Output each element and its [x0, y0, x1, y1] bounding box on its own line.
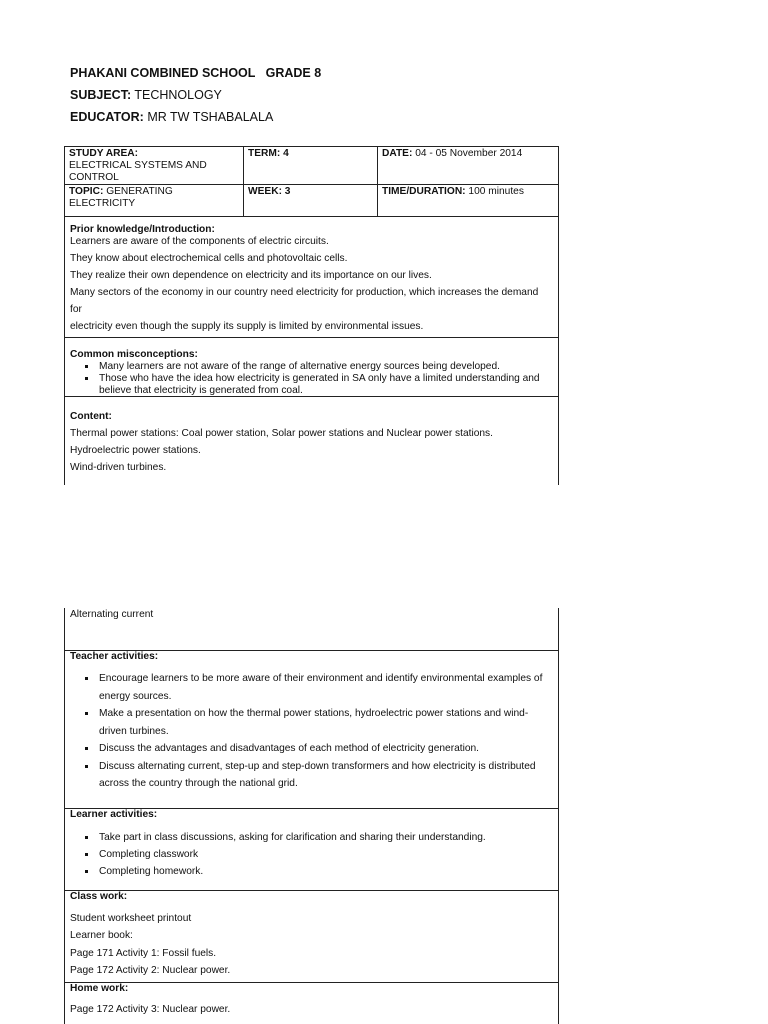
study-area-value: ELECTRICAL SYSTEMS AND CONTROL	[69, 160, 207, 183]
study-area-label: STUDY AREA:	[69, 148, 139, 159]
list-item: ▪ Discuss the advantages and disadvantages of each method of electricity generation.	[97, 740, 544, 758]
content-label: Content:	[70, 411, 112, 422]
classwork-line: Page 171 Activity 1: Fossil fuels.	[70, 947, 217, 959]
classwork-line: Page 172 Activity 2: Nuclear power.	[70, 964, 231, 976]
learner-activities-list	[65, 829, 558, 880]
list-item: ▪ Discuss alternating current, step-up and step-down transformers and how electricity is distributed across the country through the national grid.	[97, 758, 544, 793]
date-cell	[378, 148, 558, 160]
subject-label: SUBJECT:	[70, 88, 132, 102]
learner-activities-label: Learner activities:	[70, 809, 158, 820]
teacher-activities-section	[64, 651, 559, 809]
content-line: Hydroelectric power stations.	[70, 445, 201, 456]
list-item: ▪ Those who have the idea how electricity is generated in SA only have a limited understanding and believe that electricity is generated from coal.	[97, 373, 558, 397]
time-cell	[378, 186, 558, 198]
term-cell	[244, 148, 377, 160]
misconceptions-section	[64, 338, 559, 397]
study-area-cell	[65, 148, 243, 184]
educator-value: MR TW TSHABALALA	[147, 110, 274, 124]
homework-label: Home work:	[70, 983, 129, 994]
prior-line: They know about electrochemical cells and photovoltaic cells.	[70, 253, 348, 264]
prior-knowledge-label: Prior knowledge/Introduction:	[70, 224, 215, 235]
subject-value: TECHNOLOGY	[134, 88, 222, 102]
teacher-activities-list	[65, 670, 558, 793]
content-continued-section	[64, 608, 559, 651]
prior-line: They realize their own dependence on electricity and its importance on our lives.	[70, 270, 432, 281]
list-item: ▪ Many learners are not aware of the range of alternative energy sources being developed.	[97, 361, 558, 373]
prior-knowledge-section	[64, 216, 559, 338]
misconceptions-list	[65, 361, 558, 397]
educator-line	[70, 110, 273, 124]
classwork-section	[64, 891, 559, 983]
prior-knowledge-lines	[65, 233, 558, 335]
educator-label: EDUCATOR:	[70, 110, 144, 124]
homework-line: Page 172 Activity 3: Nuclear power.	[70, 1004, 231, 1015]
content-lines	[65, 425, 558, 476]
date-label: DATE:	[382, 148, 413, 159]
topic-value: GENERATING ELECTRICITY	[69, 186, 173, 209]
list-item: ▪ Make a presentation on how the thermal power stations, hydroelectric power stations and wind-driven turbines.	[97, 705, 544, 740]
content-continued-line: Alternating current	[70, 609, 154, 620]
topic-label: TOPIC:	[69, 186, 104, 197]
list-item: ▪ Take part in class discussions, asking for clarification and sharing their understanding.	[97, 829, 558, 846]
time-value: 100 minutes	[468, 186, 524, 197]
content-section	[64, 397, 559, 485]
topic-cell	[65, 186, 243, 210]
teacher-activities-label: Teacher activities:	[70, 651, 159, 662]
time-label: TIME/DURATION:	[382, 186, 466, 197]
week-label: WEEK: 3	[248, 186, 291, 197]
learner-activities-section	[64, 809, 559, 891]
classwork-label: Class work:	[70, 891, 128, 902]
content-line: Thermal power stations: Coal power station, Solar power stations and Nuclear power stations.	[70, 428, 493, 439]
classwork-line: Student worksheet printout	[70, 913, 192, 924]
classwork-lines	[65, 910, 558, 979]
content-line: Wind-driven turbines.	[70, 462, 167, 473]
prior-line: Learners are aware of the components of electric circuits.	[70, 236, 329, 247]
lesson-info-table	[64, 146, 559, 217]
prior-line: Many sectors of the economy in our country need electricity for production, which increases the demand for	[70, 287, 539, 315]
list-item: ▪ Completing classwork	[97, 846, 558, 863]
homework-section	[64, 983, 559, 1024]
prior-line: electricity even though the supply its supply is limited by environmental issues.	[70, 321, 424, 332]
subject-line	[70, 88, 222, 102]
week-cell	[244, 186, 377, 198]
misconceptions-label: Common misconceptions:	[70, 349, 198, 360]
term-label: TERM: 4	[248, 148, 289, 159]
date-value: 04 - 05 November 2014	[415, 148, 523, 159]
classwork-line: Learner book:	[70, 930, 133, 942]
school-title: PHAKANI COMBINED SCHOOL GRADE 8	[70, 66, 322, 80]
list-item: ▪ Completing homework.	[97, 863, 558, 880]
list-item: ▪ Encourage learners to be more aware of their environment and identify environmental examples of energy sources.	[97, 670, 544, 705]
